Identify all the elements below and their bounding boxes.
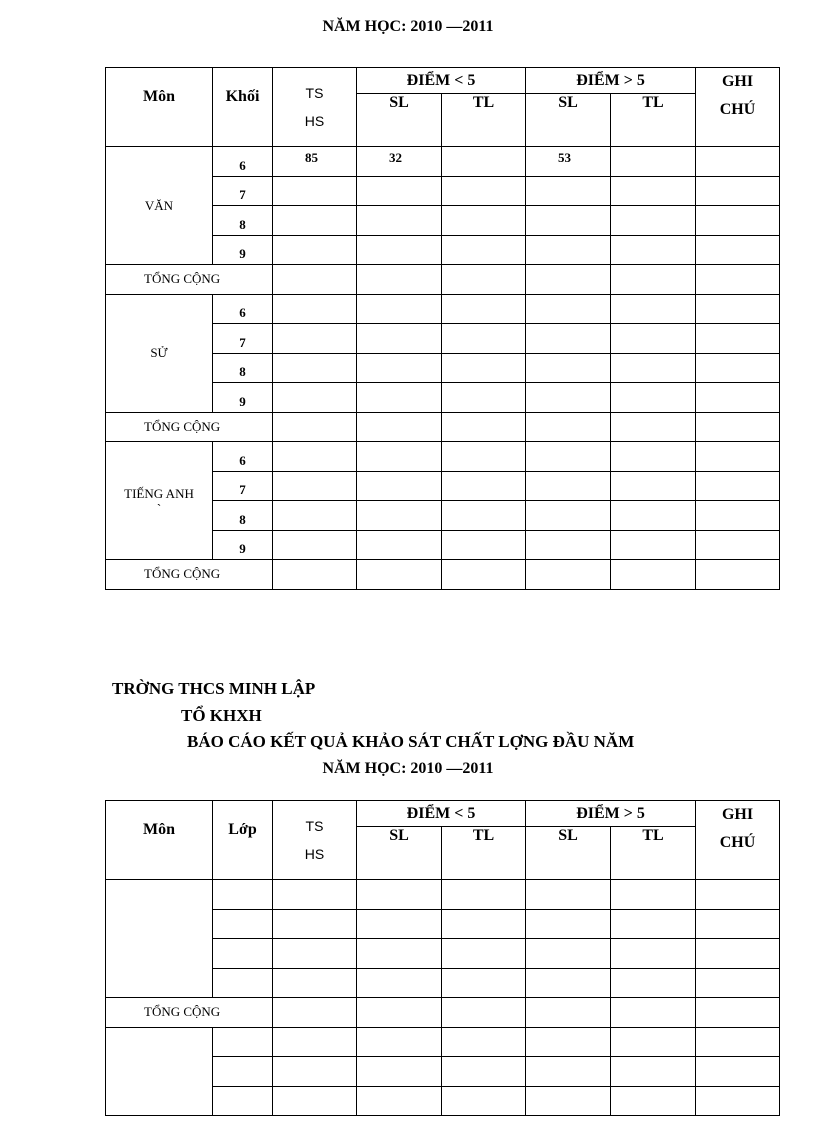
header-ts-hs <box>273 68 357 147</box>
subject-su: SỬ <box>106 294 213 412</box>
grade-cell: 8 <box>213 353 273 383</box>
table-row <box>106 442 780 472</box>
header-lop: Lớp <box>213 801 273 880</box>
subject-van: VĂN <box>106 147 213 265</box>
total-label: TỔNG CỘNG <box>106 412 273 442</box>
header-sl-lt5: SL <box>357 94 442 147</box>
total-row <box>106 412 780 442</box>
table-row <box>106 880 780 910</box>
total-row <box>106 560 780 590</box>
total-label: TỔNG CỘNG <box>106 265 273 295</box>
header-mon: Môn <box>106 801 213 880</box>
total-label: TỔNG CỘNG <box>106 560 273 590</box>
header-chu: CHÚ <box>719 834 756 851</box>
header-ghi-chu <box>696 801 780 880</box>
header-ghi-chu <box>696 68 780 147</box>
ts-value: 85 <box>273 147 357 177</box>
group-name: TỔ KHXH <box>181 706 262 725</box>
grade-cell: 9 <box>213 383 273 413</box>
header-mon: Môn <box>106 68 213 147</box>
grade-cell: 6 <box>213 294 273 324</box>
header-chu: CHÚ <box>719 101 756 118</box>
subject-tieng-anh <box>106 442 213 560</box>
sl-lt5-value: 32 <box>357 147 442 177</box>
report-title: BÁO CÁO KẾT QUẢ KHẢO SÁT CHẤT LỢNG ĐẦU NĂM <box>187 732 635 751</box>
grade-cell: 8 <box>213 501 273 531</box>
grade-cell: 7 <box>213 324 273 354</box>
header-sl-lt5: SL <box>357 827 442 880</box>
header-ghi: GHI <box>721 806 754 823</box>
results-table-2 <box>105 800 780 1116</box>
grade-cell: 9 <box>213 530 273 560</box>
header-ghi: GHI <box>721 73 754 90</box>
header-diem-lt5: ĐIỂM < 5 <box>357 801 526 827</box>
subject-tieng-anh-label: TIẾNG ANH <box>124 485 194 501</box>
header-tl-lt5: TL <box>442 827 526 880</box>
grade-cell: 7 <box>213 176 273 206</box>
grade-cell: 6 <box>213 442 273 472</box>
results-table-1 <box>105 67 780 590</box>
total-label: TỔNG CỘNG <box>106 998 273 1028</box>
table-row <box>106 1027 780 1057</box>
header-sl-gt5: SL <box>526 827 611 880</box>
header-diem-gt5: ĐIỂM > 5 <box>526 68 696 94</box>
year-title-top: NĂM HỌC: 2010 —2011 <box>322 18 494 35</box>
stray-mark: ` <box>156 500 162 516</box>
total-row <box>106 265 780 295</box>
header-tl-lt5: TL <box>442 94 526 147</box>
sl-gt5-value: 53 <box>526 147 611 177</box>
grade-cell: 8 <box>213 206 273 236</box>
header-diem-gt5: ĐIỂM > 5 <box>526 801 696 827</box>
header-sl-gt5: SL <box>526 94 611 147</box>
header-tl-gt5: TL <box>611 827 696 880</box>
year-title-bottom: NĂM HỌC: 2010 —2011 <box>322 760 494 777</box>
school-name: TRỜNG THCS MINH LẬP <box>112 679 316 698</box>
grade-cell: 6 <box>213 147 273 177</box>
total-row <box>106 998 780 1028</box>
header-ts: TS <box>305 818 324 834</box>
subject-cell <box>106 1027 213 1116</box>
subject-cell <box>106 880 213 998</box>
grade-cell: 9 <box>213 235 273 265</box>
header-diem-lt5: ĐIỂM < 5 <box>357 68 526 94</box>
header-tl-gt5: TL <box>611 94 696 147</box>
header-hs: HS <box>304 846 325 862</box>
header-hs: HS <box>304 113 325 129</box>
header-ts: TS <box>305 85 324 101</box>
table-row <box>106 147 780 177</box>
header-khoi: Khối <box>213 68 273 147</box>
table-row <box>106 294 780 324</box>
header-ts-hs <box>273 801 357 880</box>
grade-cell: 7 <box>213 471 273 501</box>
